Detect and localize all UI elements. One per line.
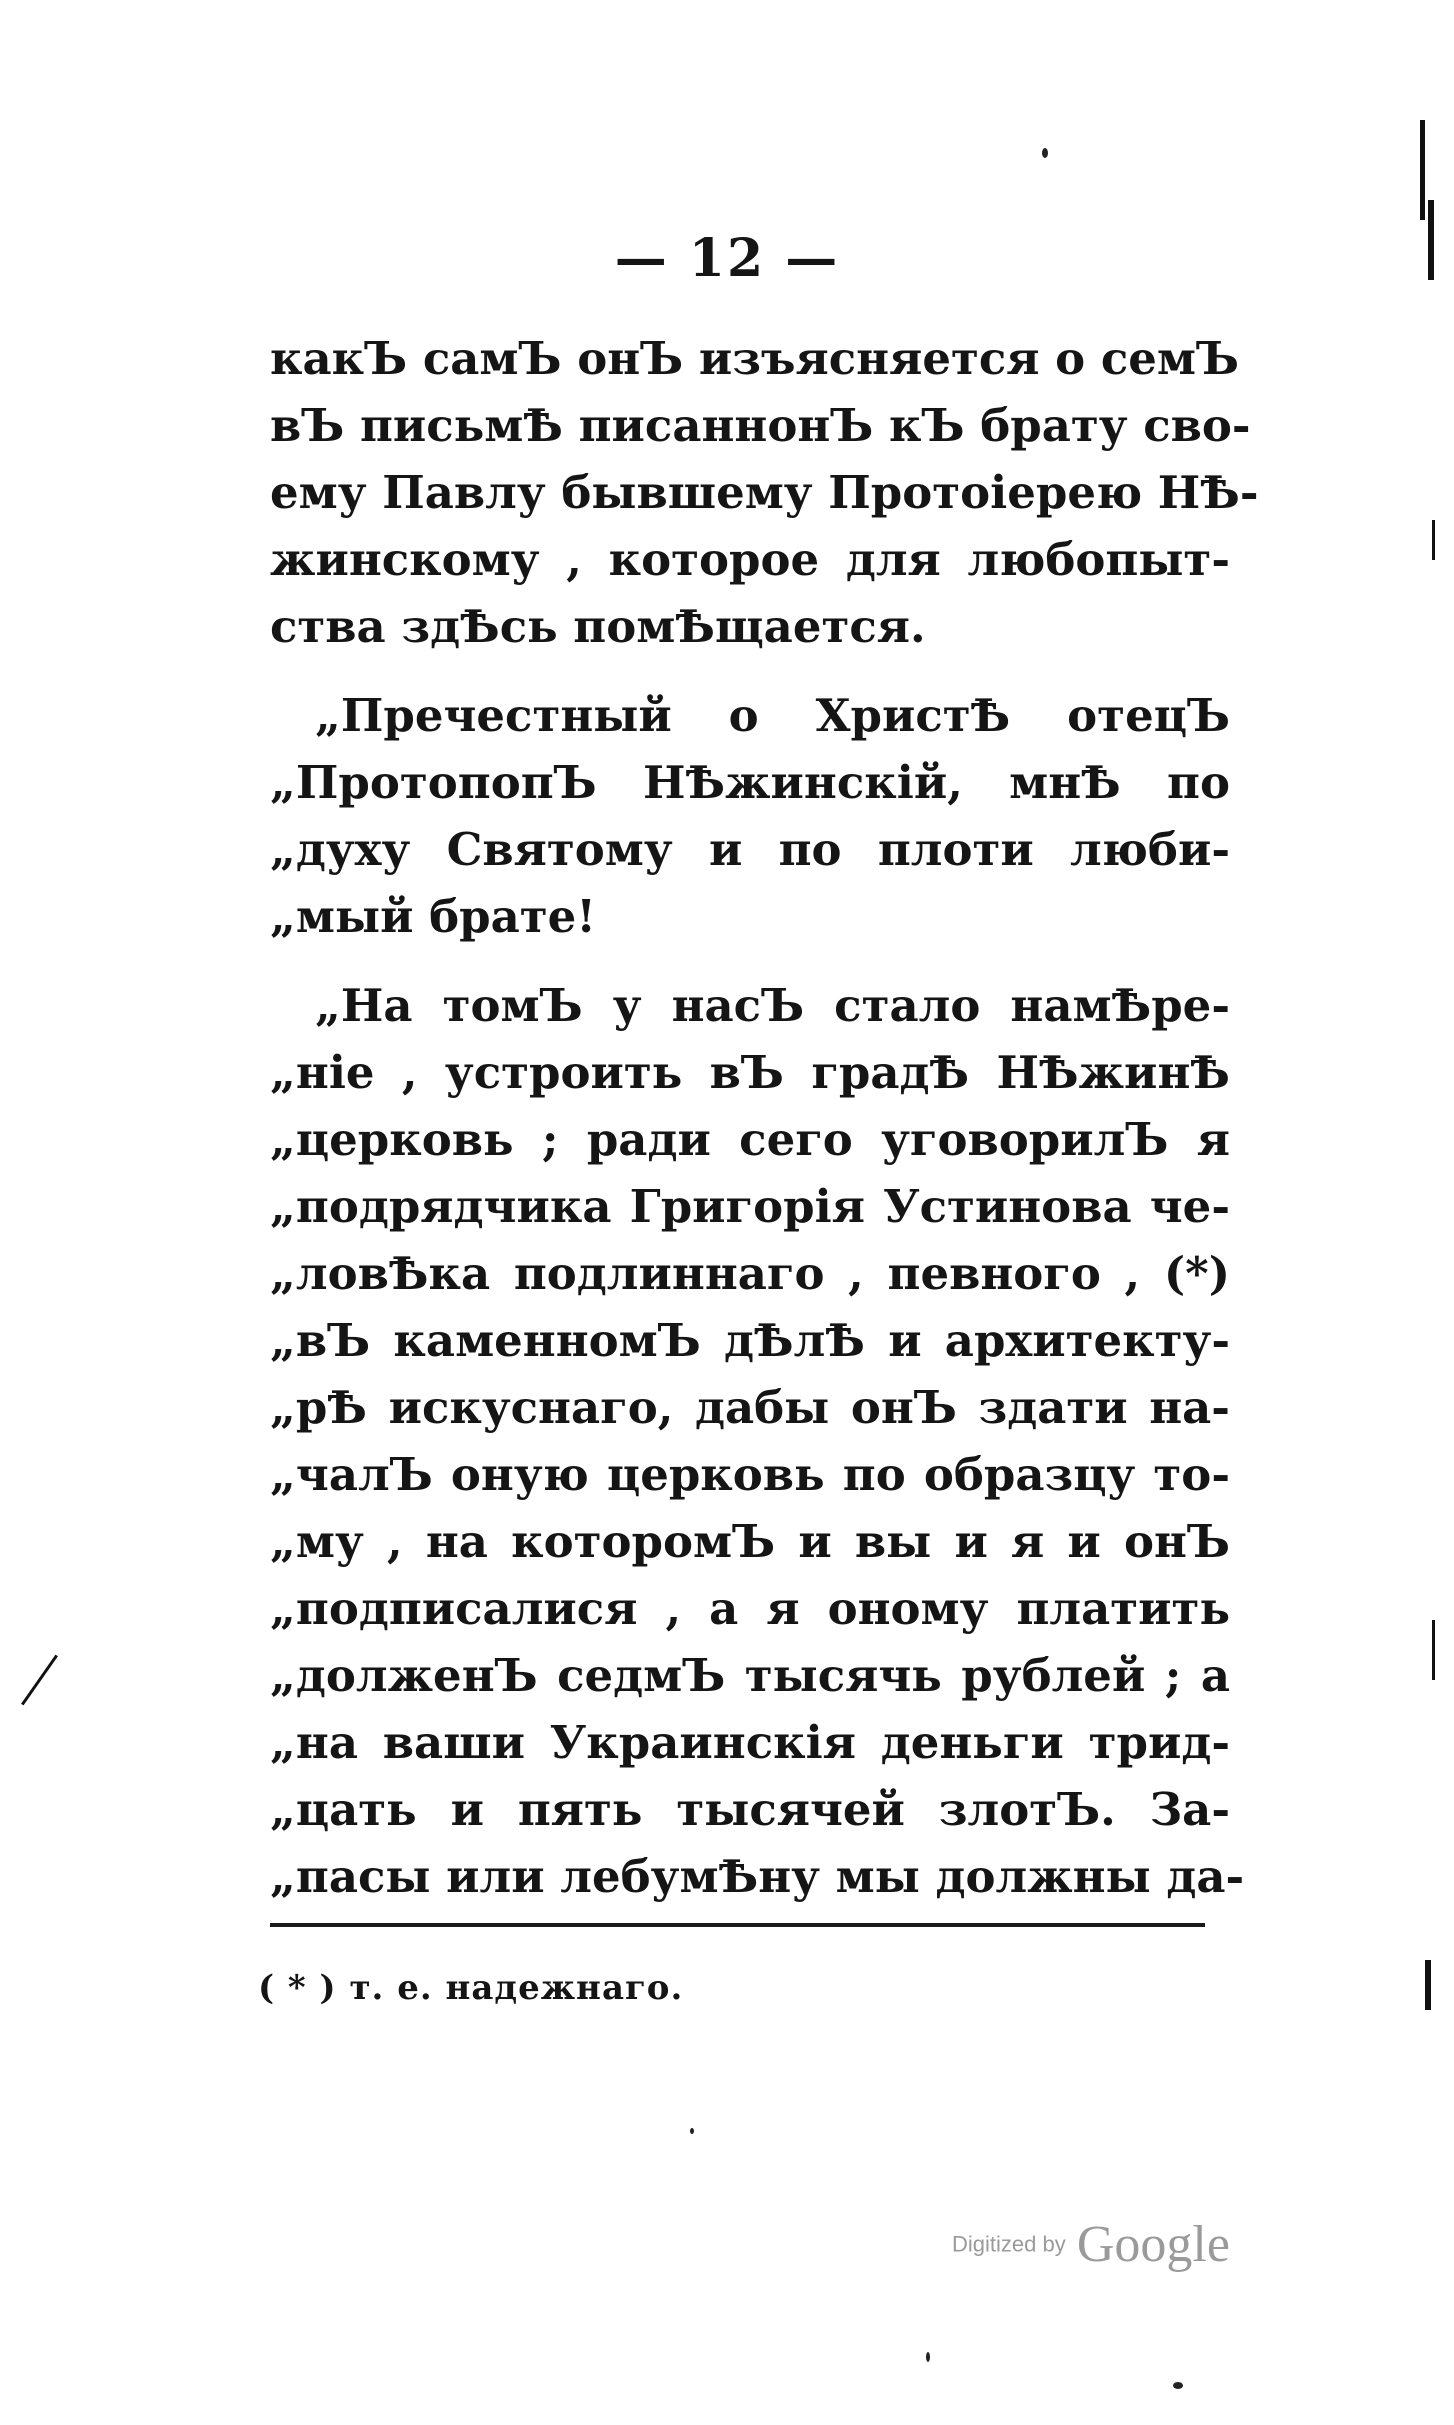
text-line: „на ваши Украинскія деньги трид- [270,1716,1230,1769]
text-line: какЪ самЪ онЪ изъясняется о семЪ [270,332,1239,385]
text-line: „ніе , устроить вЪ градѢ НѢжинѢ [270,1046,1230,1099]
body-text [270,325,1259,1910]
scan-edge-mark [1420,120,1425,220]
text-line: „долженЪ седмЪ тысячь рублей ; а [270,1649,1230,1702]
text-line: ства здѢсь помѢщается. [270,600,926,653]
scan-edge-mark [21,1655,58,1706]
scan-edge-mark [1432,520,1435,560]
text-line: „подписалися , а я оному платить [270,1582,1230,1635]
text-line: „му , на которомЪ и вы и я и онЪ [270,1515,1230,1568]
footnote-rule [270,1923,1205,1927]
text-line: „церковь ; ради сего уговорилЪ я [270,1113,1230,1166]
scan-edge-mark [1432,1620,1435,1680]
text-line: „ПротопопЪ НѢжинскій, мнѢ по [270,756,1230,809]
text-line: „На томЪ у насЪ стало намѢре- [315,979,1230,1032]
digitized-watermark [952,2215,1230,2274]
scan-speck [926,2352,930,2362]
scan-edge-mark [1425,1960,1431,2010]
text-line: „вЪ каменномЪ дѢлѢ и архитекту- [270,1314,1230,1367]
scan-speck [690,2128,694,2134]
text-line: вЪ письмѢ писаннонЪ кЪ брату сво- [270,399,1251,452]
text-line: „мый брате! [270,890,597,943]
page-number: — 12 — [614,228,840,289]
text-line: „подрядчика Григорія Устинова че- [270,1180,1230,1233]
watermark-brand: Google [1076,2216,1230,2273]
text-line: „ловѢка подлиннаго , певного , (*) [270,1247,1230,1300]
text-line: „пасы или лебумѢну мы должны да- [270,1850,1245,1903]
watermark-prefix: Digitized by [952,2231,1066,2257]
text-line: „цать и пять тысячей злотЪ. За- [270,1783,1230,1836]
text-line: жинскому , которое для любопыт- [270,533,1230,586]
text-line: „Пречестный о ХристѢ отецЪ [315,689,1230,742]
text-line: „духу Святому и по плоти люби- [270,823,1230,876]
text-line: „рѢ искуснаго, дабы онЪ здати на- [270,1381,1230,1434]
text-line: ему Павлу бывшему Протоіерею НѢ- [270,466,1259,519]
scan-speck [1173,2382,1183,2389]
footnote: ( * ) т. е. надежнаго. [258,1968,684,2008]
scan-speck [1042,148,1048,158]
scan-edge-mark [1428,200,1434,280]
text-line: „чалЪ оную церковь по образцу то- [270,1448,1230,1501]
